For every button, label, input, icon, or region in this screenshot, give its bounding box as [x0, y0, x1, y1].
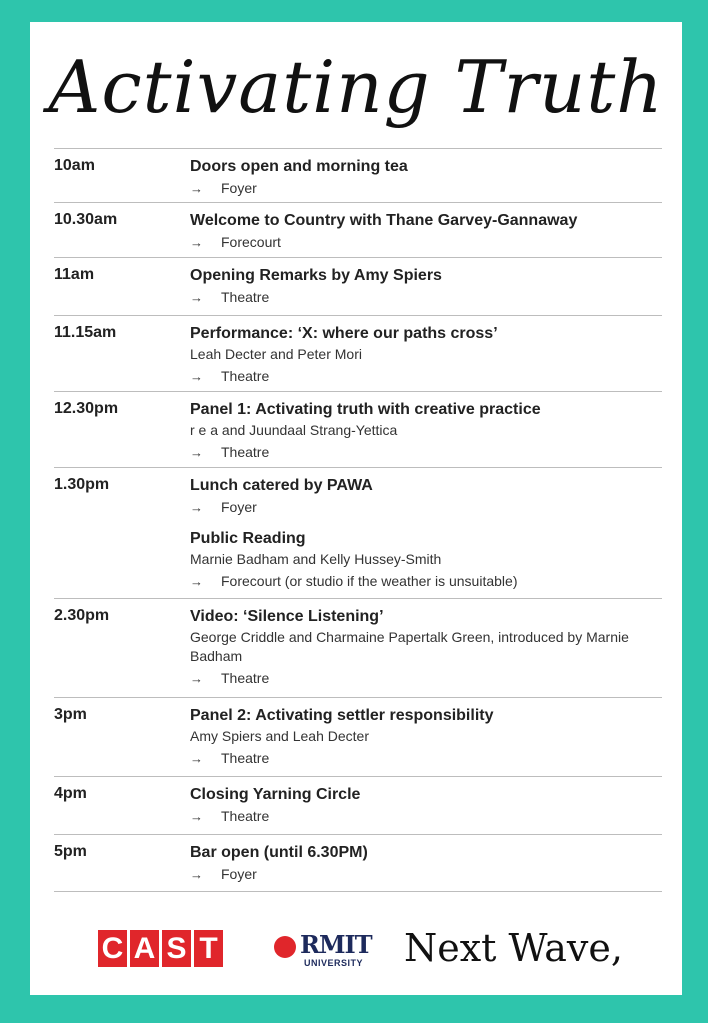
- event-location: [190, 498, 662, 517]
- arrow-right-icon: →: [190, 574, 203, 589]
- session-details: [190, 203, 662, 257]
- schedule-row: [54, 392, 662, 468]
- session-time: 11.15am: [54, 324, 117, 341]
- cast-logo: [98, 930, 226, 967]
- event-location-text: Foyer: [221, 866, 257, 882]
- session-time: 11am: [54, 266, 95, 283]
- event-location-text: Theatre: [221, 670, 270, 686]
- event-people: Marnie Badham and Kelly Hussey-Smith: [190, 551, 442, 567]
- arrow-right-icon: →: [190, 290, 203, 305]
- rmit-logo: [274, 930, 374, 970]
- session-details: [190, 149, 662, 202]
- session-details: [190, 599, 662, 697]
- arrow-right-icon: →: [190, 809, 203, 824]
- event-title: Video: ‘Silence Listening’: [190, 608, 384, 625]
- schedule-row: [54, 777, 662, 835]
- schedule-row: [54, 698, 662, 777]
- event-location: [190, 233, 662, 252]
- event-location: [190, 572, 662, 591]
- session-time: 10.30am: [54, 211, 118, 228]
- page-title: Activating Truth: [48, 45, 664, 129]
- event: [190, 607, 662, 688]
- event-location-text: Theatre: [221, 808, 270, 824]
- event: [190, 266, 662, 307]
- event-location-text: Foyer: [221, 180, 257, 196]
- event-location: [190, 807, 662, 826]
- event-location-text: Theatre: [221, 750, 270, 766]
- event-people: Amy Spiers and Leah Decter: [190, 728, 369, 744]
- schedule-row: [54, 149, 662, 203]
- arrow-right-icon: →: [190, 369, 203, 384]
- event: [190, 529, 662, 591]
- event-title: Public Reading: [190, 530, 306, 547]
- event-location: [190, 443, 662, 462]
- event-location-text: Forecourt (or studio if the weather is unsuitable): [221, 573, 518, 589]
- event: [190, 211, 662, 252]
- event-title: Opening Remarks by Amy Spiers: [190, 267, 442, 284]
- event-people: George Criddle and Charmaine Papertalk Green, introduced by Marnie Badham: [190, 629, 629, 664]
- cast-logo-letter: T: [194, 930, 223, 967]
- schedule-list: [54, 148, 662, 892]
- event: [190, 706, 662, 768]
- event-people: Leah Decter and Peter Mori: [190, 346, 362, 362]
- sponsor-logos: [98, 926, 623, 976]
- session-details: [190, 698, 662, 776]
- arrow-right-icon: →: [190, 751, 203, 766]
- event-location: [190, 288, 662, 307]
- event: [190, 476, 662, 517]
- event-location-text: Theatre: [221, 444, 270, 460]
- event-location-text: Foyer: [221, 499, 257, 515]
- event: [190, 843, 662, 884]
- schedule-row: [54, 468, 662, 599]
- schedule-row: [54, 599, 662, 698]
- arrow-right-icon: →: [190, 235, 203, 250]
- event-title: Welcome to Country with Thane Garvey-Gannaway: [190, 212, 578, 229]
- event-title: Closing Yarning Circle: [190, 786, 361, 803]
- event-location: [190, 669, 662, 688]
- cast-logo-letter: A: [130, 930, 159, 967]
- schedule-row: [54, 258, 662, 316]
- event-title: Panel 1: Activating truth with creative practice: [190, 401, 541, 418]
- session-time: 3pm: [54, 706, 87, 723]
- session-time: 12.30pm: [54, 400, 119, 417]
- session-details: [190, 835, 662, 891]
- event-title: Panel 2: Activating settler responsibility: [190, 707, 494, 724]
- session-details: [190, 777, 662, 834]
- session-time: 5pm: [54, 843, 87, 860]
- rmit-mark-icon: [274, 936, 296, 958]
- event: [190, 400, 662, 462]
- event-location: [190, 179, 662, 198]
- rmit-logo-name: RMIT: [300, 930, 372, 959]
- session-details: [190, 468, 662, 598]
- session-time: 2.30pm: [54, 607, 110, 624]
- event-title: Lunch catered by PAWA: [190, 477, 373, 494]
- event-location: [190, 367, 662, 386]
- event-people: r e a and Juundaal Strang-Yettica: [190, 422, 398, 438]
- session-details: [190, 258, 662, 315]
- arrow-right-icon: →: [190, 867, 203, 882]
- session-time: 1.30pm: [54, 476, 110, 493]
- rmit-logo-subtitle: UNIVERSITY: [304, 958, 364, 968]
- arrow-right-icon: →: [190, 671, 203, 686]
- session-details: [190, 392, 662, 467]
- event: [190, 785, 662, 826]
- arrow-right-icon: →: [190, 500, 203, 515]
- arrow-right-icon: →: [190, 445, 203, 460]
- event-title: Bar open (until 6.30PM): [190, 844, 368, 861]
- arrow-right-icon: →: [190, 181, 203, 196]
- event: [190, 157, 662, 198]
- session-time: 10am: [54, 157, 95, 174]
- program-card: [30, 22, 682, 995]
- schedule-row: [54, 316, 662, 392]
- cast-logo-letter: C: [98, 930, 127, 967]
- schedule-row: [54, 835, 662, 892]
- next-wave-logo: Next Wave,: [404, 926, 623, 970]
- event-location: [190, 865, 662, 884]
- cast-logo-letter: S: [162, 930, 191, 967]
- schedule-row: [54, 203, 662, 258]
- session-details: [190, 316, 662, 391]
- event: [190, 324, 662, 386]
- event-location-text: Theatre: [221, 289, 270, 305]
- event-location-text: Theatre: [221, 368, 270, 384]
- event-location: [190, 749, 662, 768]
- session-time: 4pm: [54, 785, 87, 802]
- event-location-text: Forecourt: [221, 234, 281, 250]
- event-title: Performance: ‘X: where our paths cross’: [190, 325, 498, 342]
- event-title: Doors open and morning tea: [190, 158, 408, 175]
